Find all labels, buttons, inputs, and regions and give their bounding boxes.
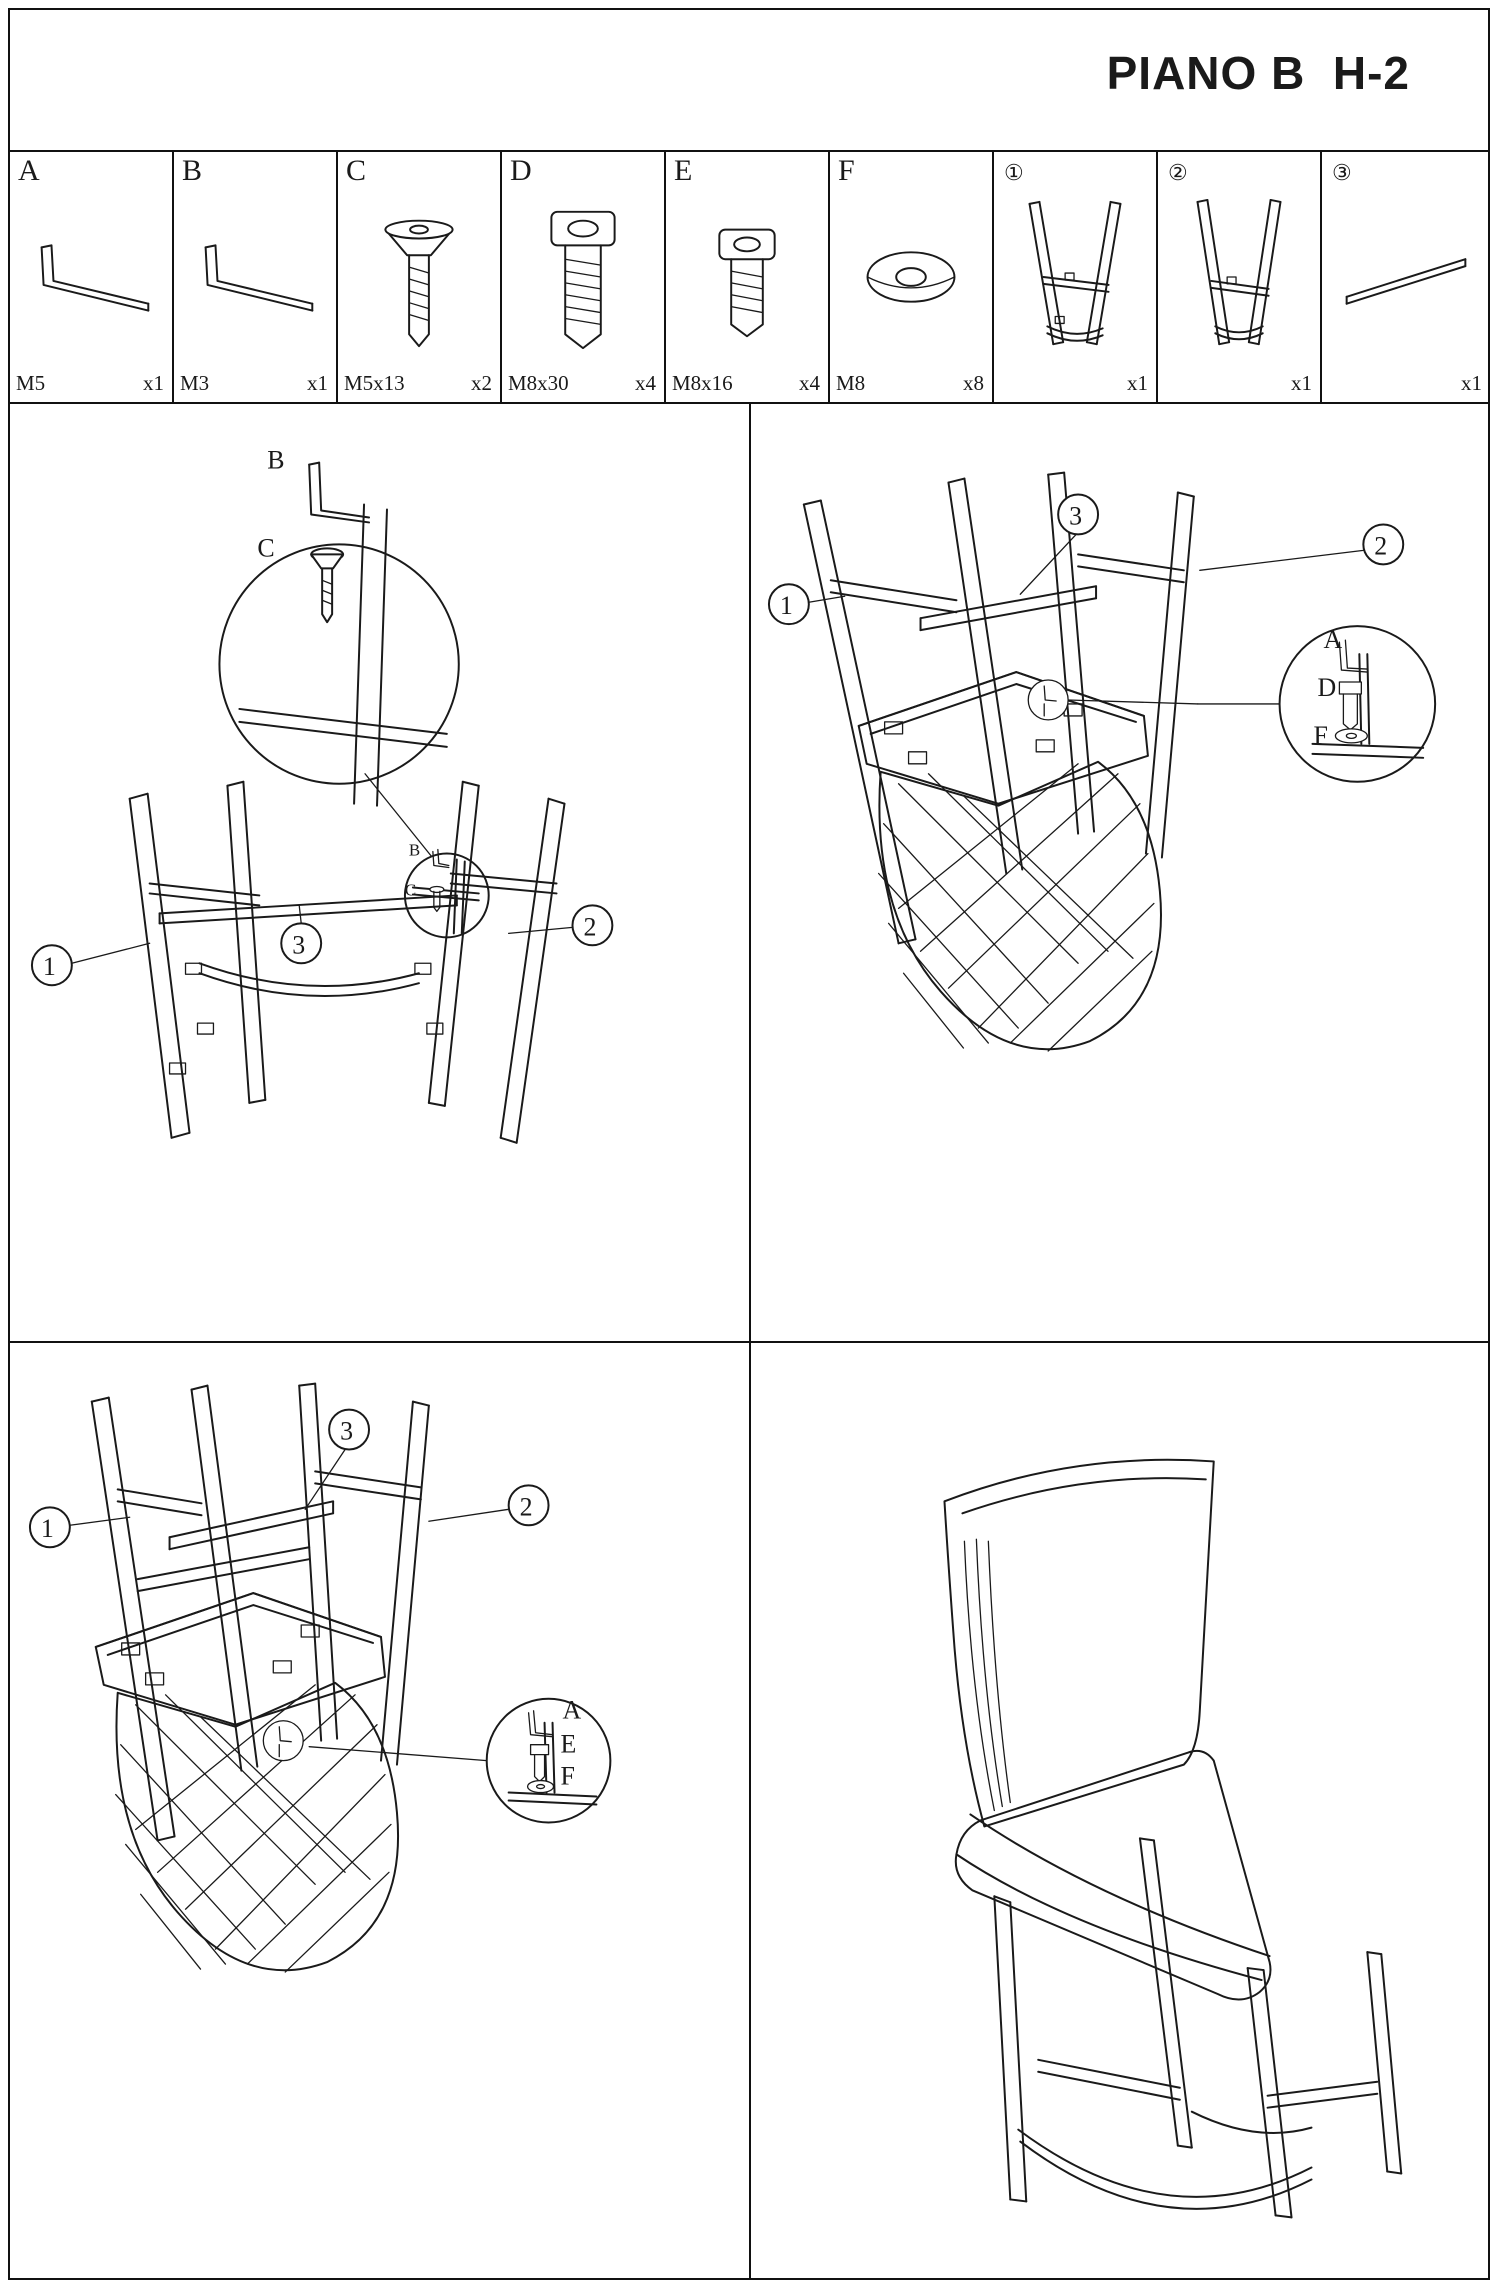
allen-key-icon bbox=[10, 186, 172, 368]
part-spec: M5 bbox=[16, 371, 46, 395]
part-cell-f bbox=[830, 152, 994, 402]
callout-3: 3 bbox=[292, 930, 306, 960]
part-spec: M8 bbox=[836, 371, 866, 395]
part-cell-3 bbox=[1322, 152, 1490, 402]
callout-3: 3 bbox=[1069, 501, 1083, 531]
detail-label-c-small: C bbox=[404, 880, 417, 900]
detail-label-b: B bbox=[267, 445, 285, 475]
part-qty: x1 bbox=[143, 371, 164, 395]
part-letter: C bbox=[346, 154, 367, 187]
step-4-panel bbox=[749, 1341, 1488, 2278]
part-qty: x1 bbox=[1291, 371, 1312, 395]
callout-1: 1 bbox=[42, 952, 56, 982]
part-letter: D bbox=[510, 154, 532, 187]
part-spec: M8x30 bbox=[508, 371, 569, 395]
callout-2: 2 bbox=[1374, 531, 1388, 561]
hex-bolt-short-icon bbox=[666, 186, 828, 368]
part-letter: ③ bbox=[1332, 160, 1352, 185]
part-letter: E bbox=[674, 154, 693, 187]
detail-label-a: A bbox=[1323, 625, 1343, 655]
part-qty: x4 bbox=[635, 371, 656, 395]
part-cell-e bbox=[666, 152, 830, 402]
washer-icon bbox=[830, 186, 992, 368]
leg-frame-front-icon bbox=[994, 186, 1156, 368]
detail-label-d: D bbox=[1317, 672, 1337, 702]
part-cell-c bbox=[338, 152, 502, 402]
detail-label-f: F bbox=[560, 1761, 575, 1791]
allen-key-icon bbox=[174, 186, 336, 368]
part-letter: B bbox=[182, 154, 203, 187]
part-letter: ① bbox=[1004, 160, 1024, 185]
part-cell-2 bbox=[1158, 152, 1322, 402]
part-spec: M5x13 bbox=[344, 371, 405, 395]
detail-label-f: F bbox=[1313, 720, 1328, 750]
assembly-steps bbox=[10, 404, 1488, 2278]
step-2-panel bbox=[749, 404, 1488, 1341]
callout-2: 2 bbox=[583, 912, 597, 942]
part-spec: M3 bbox=[180, 371, 210, 395]
part-cell-1 bbox=[994, 152, 1158, 402]
cross-bar-icon bbox=[1322, 186, 1490, 368]
part-letter: F bbox=[838, 154, 855, 187]
instruction-sheet bbox=[8, 8, 1490, 2280]
callout-3: 3 bbox=[340, 1416, 354, 1446]
callout-2: 2 bbox=[519, 1492, 533, 1522]
part-cell-d bbox=[502, 152, 666, 402]
title-bar bbox=[10, 10, 1488, 152]
parts-list bbox=[10, 152, 1488, 404]
leg-frame-back-icon bbox=[1158, 186, 1320, 368]
detail-label-b-small: B bbox=[408, 840, 421, 860]
part-qty: x1 bbox=[307, 371, 328, 395]
part-spec: M8x16 bbox=[672, 371, 733, 395]
detail-label-c: C bbox=[257, 533, 275, 563]
detail-label-e: E bbox=[560, 1729, 577, 1759]
step-1-panel bbox=[10, 404, 749, 1341]
part-letter: A bbox=[18, 154, 40, 187]
part-cell-b bbox=[174, 152, 338, 402]
part-qty: x1 bbox=[1461, 371, 1482, 395]
part-cell-a bbox=[10, 152, 174, 402]
page-title: PIANO B H-2 bbox=[1106, 47, 1410, 99]
part-qty: x4 bbox=[799, 371, 820, 395]
step-3-panel bbox=[10, 1341, 749, 2278]
callout-1: 1 bbox=[779, 591, 793, 621]
part-letter: ② bbox=[1168, 160, 1188, 185]
callout-1: 1 bbox=[40, 1514, 54, 1544]
part-qty: x8 bbox=[963, 371, 984, 395]
detail-label-a: A bbox=[562, 1695, 582, 1725]
part-qty: x2 bbox=[471, 371, 492, 395]
flat-head-screw-icon bbox=[338, 186, 500, 368]
hex-bolt-long-icon bbox=[502, 186, 664, 368]
part-qty: x1 bbox=[1127, 371, 1148, 395]
